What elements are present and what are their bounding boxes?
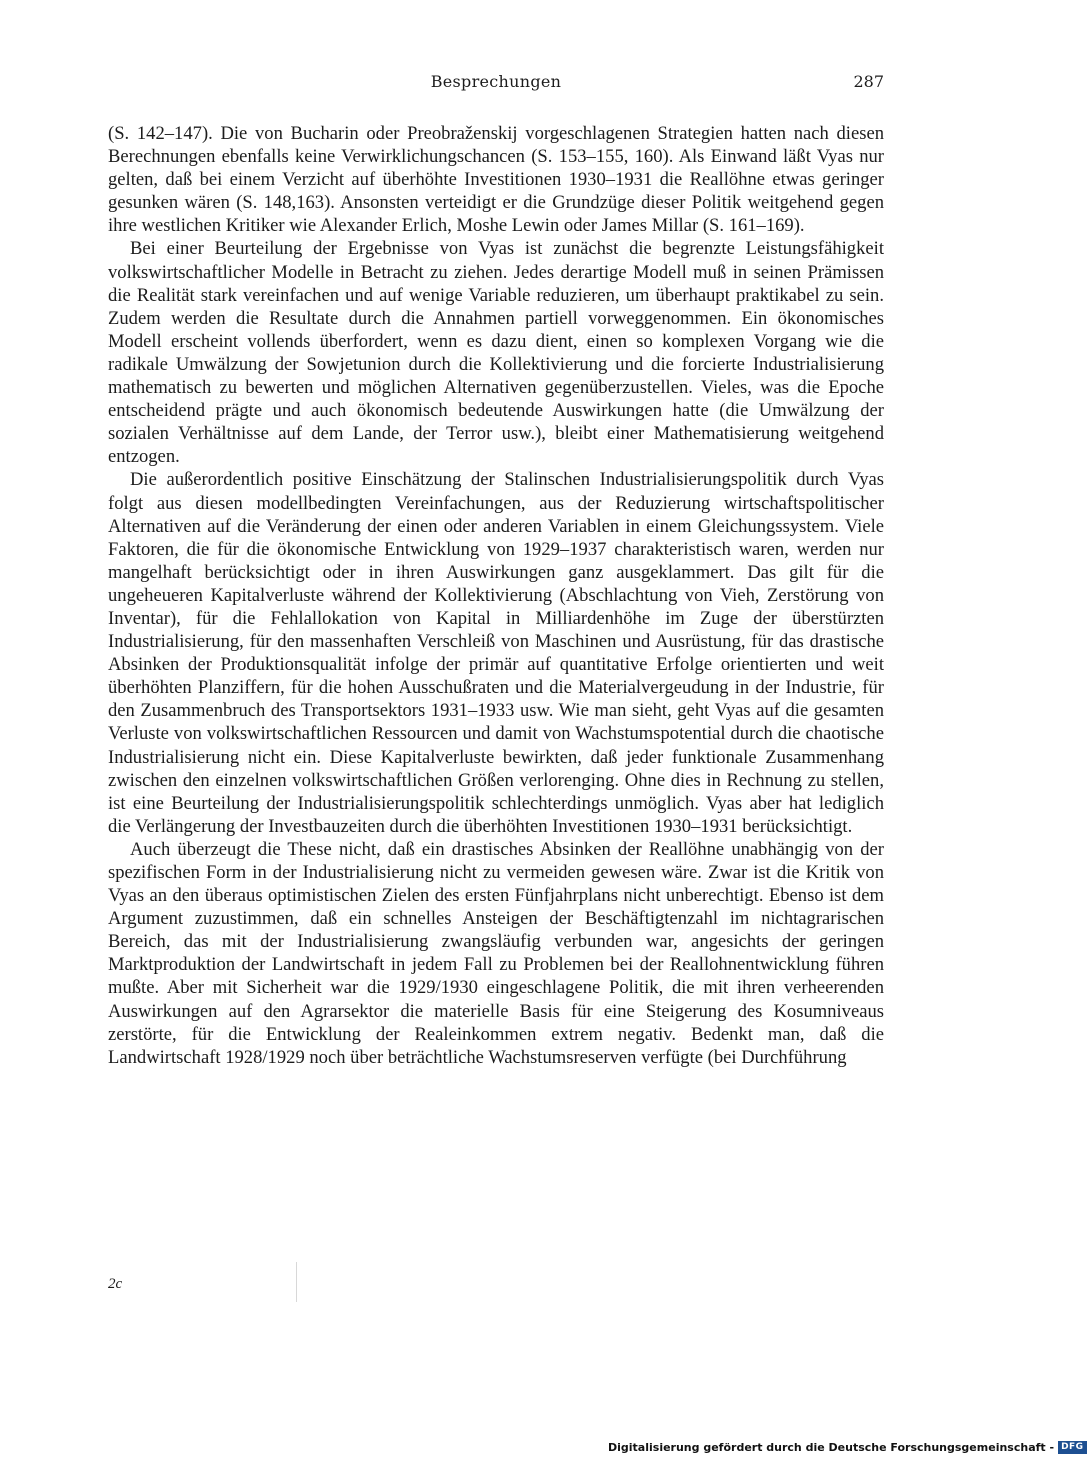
paragraph-model-limits: Bei einer Beurteilung der Ergebnisse von Vyas ist zunächst die begrenzte Leistungsfähigkeit volkswirtschaftlicher Modelle in Betracht zu ziehen. Jedes derartige Modell muß in seinen Prämissen die Realität stark vereinfachen und auf wenige Variable reduzieren, um überhaupt praktikabel zu sein. Zudem werden die Resultate durch die Annahmen partiell vorweggenommen. Ein ökonomisches Modell erscheint vollends überfordert, wenn es dazu dient, einen so komplexen Vorgang wie die radikale Umwälzung der Sowjetunion durch die Kollektivierung und die forcierte Industrialisierung mathematisch zu bewerten und möglichen Alternativen gegenüberzustellen. Vieles, was die Epoche entscheidend prägte und auch ökonomisch bedeutende Auswirkungen hatte (die Umwälzung der sozialen Verhältnisse auf dem Lande, der Terror usw.), bleibt einer Mathematisierung weitgehend entzogen. [108,238,884,468]
paragraph-industrialization-critique: Die außerordentlich positive Einschätzung der Stalinschen Industrialisierungspolitik durch Vyas folgt aus diesen modellbedingten Vereinfachungen, aus der Reduzierung wirtschaftspolitischer Alternativen auf die Veränderung der einen oder anderen Variablen in einem Gleichungssystem. Viele Faktoren, die für die ökonomische Entwicklung von 1929–1937 charakteristisch waren, werden nur mangelhaft berücksichtigt oder in ihren Auswirkungen ganz ausgeklammert. Das gilt für die ungeheueren Kapitalverluste während der Kollektivierung (Abschlachtung von Vieh, Zerstörung von Inventar), für die Fehlallokation von Kapital in Milliardenhöhe im Zuge der überstürzten Industrialisierung, für den massenhaften Verschleiß von Maschinen und Ausrüstung, für das drastische Absinken der Produktionsqualität infolge der primär auf quantitative Erfolge orientierten und weit überhöhten Planziffern, für die hohen Ausschußraten und die Materialvergeudung in der Industrie, für den Zusammenbruch des Transportsektors 1931–1933 usw. Wie man sieht, geht Vyas auf die gesamten Verluste von volkswirtschaftlichen Ressourcen und damit von Wachstumspotential durch die chaotische Industrialisierung nicht ein. Diese Kapitalverluste bewirkten, daß jeder funktionale Zusammenhang zwischen den einzelnen volkswirtschaftlichen Größen verlorenging. Ohne dies in Rechnung zu stellen, ist eine Beurteilung der Industrialisierungspolitik schlechterdings unmöglich. Vyas aber hat lediglich die Verlängerung der Investbauzeiten durch die überhöhten Investitionen 1930–1931 berücksichtigt. [108,469,884,837]
footnote-mark: 2c [108,1276,123,1292]
paragraph-real-wages: Auch überzeugt die These nicht, daß ein drastisches Absinken der Reallöhne unabhängig von der spezifischen Form in der Industrialisierung nicht zu vermeiden gewesen wäre. Zwar ist die Kritik von Vyas an den überaus optimistischen Zielen des ersten Fünfjahrplans nicht unberechtigt. Ebenso ist dem Argument zuzustimmen, daß ein schnelles Ansteigen der Beschäftigtenzahl im nichtagrarischen Bereich, das mit der Industrialisierung zwangsläufig verbunden war, angesichts der geringen Marktproduktion der Landwirtschaft in jedem Fall zu Problemen bei der Reallohnentwicklung führen mußte. Aber mit Sicherheit war die 1929/1930 eingeschlagene Politik, die mit ihren verheerenden Auswirkungen auf den Agrarsektor die materielle Basis für eine Steigerung des Kosumniveaus zerstörte, für die Entwicklung der Realeinkommen extrem negativ. Bedenkt man, daß die Landwirtschaft 1928/1929 noch über beträchtliche Wachstumsreserven verfügte (bei Durchführung [108,838,884,1068]
digitization-footer [608,1441,1087,1454]
running-head: Besprechungen [430,72,562,91]
digitization-note-text: Digitalisierung gefördert durch die Deutsche Forschungsgemeinschaft - [608,1441,1055,1454]
page-number: 287 [853,72,884,91]
scan-artifact-line [296,1262,297,1302]
body-text [108,122,884,1069]
page-header [108,72,884,96]
dfg-logo: DFG [1058,1441,1087,1454]
paragraph-continuation: (S. 142–147). Die von Bucharin oder Preobraženskij vorgeschlagenen Strategien hatten nach diesen Berechnungen ebenfalls keine Verwirklichungschancen (S. 153–155, 160). Als Einwand läßt Vyas nur gelten, daß bei einem Verzicht auf überhöhte Investitionen 1930–1931 die Reallöhne etwas geringer gesunken wären (S. 148,163). Ansonsten verteidigt er die Grundzüge dieser Politik weitgehend gegen ihre westlichen Kritiker wie Alexander Erlich, Moshe Lewin oder James Millar (S. 161–169). [108,123,884,237]
